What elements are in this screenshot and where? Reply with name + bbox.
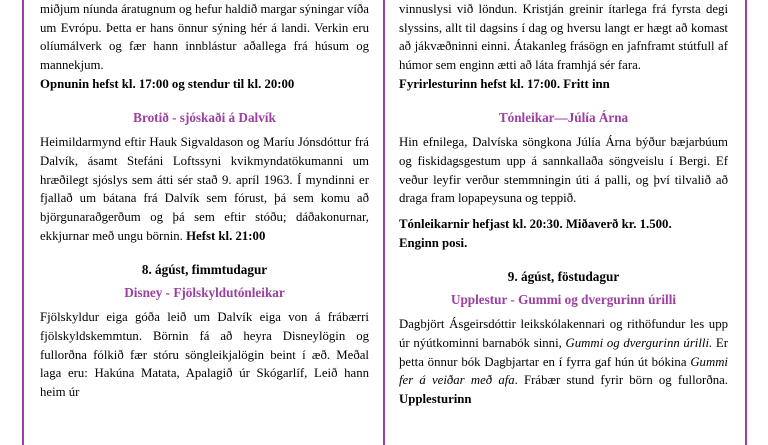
left-intro-line-3: hér á landi. Verkin eru olíumálverk og fær hann [40, 20, 369, 54]
left-article1-body-bold: Hefst kl. 21:00 [186, 228, 266, 243]
right-article1-body: Hin efnilega, Dalvíska söngkona Júlía Árna býður bæjarbúum og fiskidagsgestum upp á sannkallaða söngveislu í Bergi. Ef veður leyfir verður stemmningin úti á palli, og því tilvalið að draga fram lopapeysuna og teppið. [399, 135, 728, 206]
left-intro-bold-line: Opnunin hefst kl. 17:00 og stendur til kl. 20:00 [40, 76, 295, 91]
right-intro-line-3: hægt að komast að jákvæðninni einni. Átakanleg [399, 20, 728, 54]
right-intro-bold-line: Fyrirlesturinn hefst kl. 17:00. Fritt inn [399, 76, 610, 91]
right-article2-text-3: . Frábær stund fyrir börn og fullorðna. [514, 373, 728, 388]
left-intro-paragraph [40, 0, 369, 75]
right-date-heading: 9. ágúst, föstudagur [507, 269, 620, 285]
two-column-layout [40, 0, 728, 445]
left-article2-title: Disney - Fjölskyldutónleikar [124, 285, 285, 301]
right-column [399, 0, 728, 445]
left-intro-line-4: innblástur aðallega frá húsum og mannekjum. [40, 39, 369, 73]
right-intro-line-2: degi slyssins, allt til dagsins í dag og hversu langt er [399, 2, 729, 35]
right-intro-line-1: vinnuslysi við löndun. Kristján greinir ítarlega frá fyrsta [399, 2, 701, 16]
right-intro-line-4: frásögn en jafnframt stútfull af húmor sem enginn ætti [399, 39, 728, 73]
right-intro-paragraph [399, 0, 728, 75]
left-article1-body-text: Heimildarmynd eftir Hauk Sigvaldason og Maríu Jónsdóttur frá Dalvík, ásamt Stefáni Loftssyni kvikmyndatökumanni um hræðilegt sjóslys sem átti sér stað 9. apríl 1963. Í myndinni er fjallað um bátana frá Dalvík sem fórust, þá sem komu að björgunaraðgerðum og þá sem eftir stóðu; dáðakonurnar, ekkjurnar með ungu börnin. [40, 135, 369, 243]
right-vertical-rule [745, 0, 747, 445]
right-article2-italic-2: Gummi fer á veiðar með afa [399, 354, 728, 388]
right-article1-bold-line-2: Enginn posi. [399, 235, 468, 250]
left-intro-line-2: sýningar víða um Evrópu. Þetta er hans önnur sýning [40, 2, 369, 35]
right-article2-body [399, 315, 728, 408]
left-date-heading: 8. ágúst, fimmtudagur [141, 262, 268, 278]
left-article1-title: Brotið - sjóskaði á Dalvík [133, 110, 276, 126]
right-article2-italic-1: Gummi og dvergurinn úrilli. [565, 336, 713, 351]
right-article2-text-2: Er þetta önnur bók Dagbjartar en í fyrra gaf hún út bókina [399, 336, 728, 369]
left-article1-body [40, 133, 369, 245]
right-article2-text-1: Dagbjört Ásgeirsdóttir leikskólakennari og rithöfundur les upp úr nýútkominni barnabók sinni, [399, 317, 728, 351]
right-article1-title: Tónleikar—Júlía Árna [498, 110, 629, 126]
right-intro-line-5: að láta framhjá sér fara. [519, 58, 641, 73]
right-article2-bold: Upplesturinn [399, 392, 472, 407]
right-article1-bold-line-1: Tónleikarnir hefjast kl. 20:30. Miðaverð kr. 1.500. [399, 217, 672, 232]
right-article2-title: Upplestur - Gummi og dvergurinn úrilli [450, 292, 677, 308]
left-column [40, 0, 369, 445]
left-article2-body: Fjölskyldur eiga góða leið um Dalvík eiga von á frábærri fjölskyldskemmtun. Börnin fá að heyra Disneylögin og fullorðna fólkið fær stóru söngleikjalögin beint í æð. Meðal laga eru: Hakúna Matata, Apalagið úr Skógarlíf, Leið hann heim úr [40, 310, 369, 400]
left-vertical-rule [22, 0, 24, 445]
left-intro-line-1: miðjum níunda áratugnum og hefur haldið margar [40, 2, 297, 16]
